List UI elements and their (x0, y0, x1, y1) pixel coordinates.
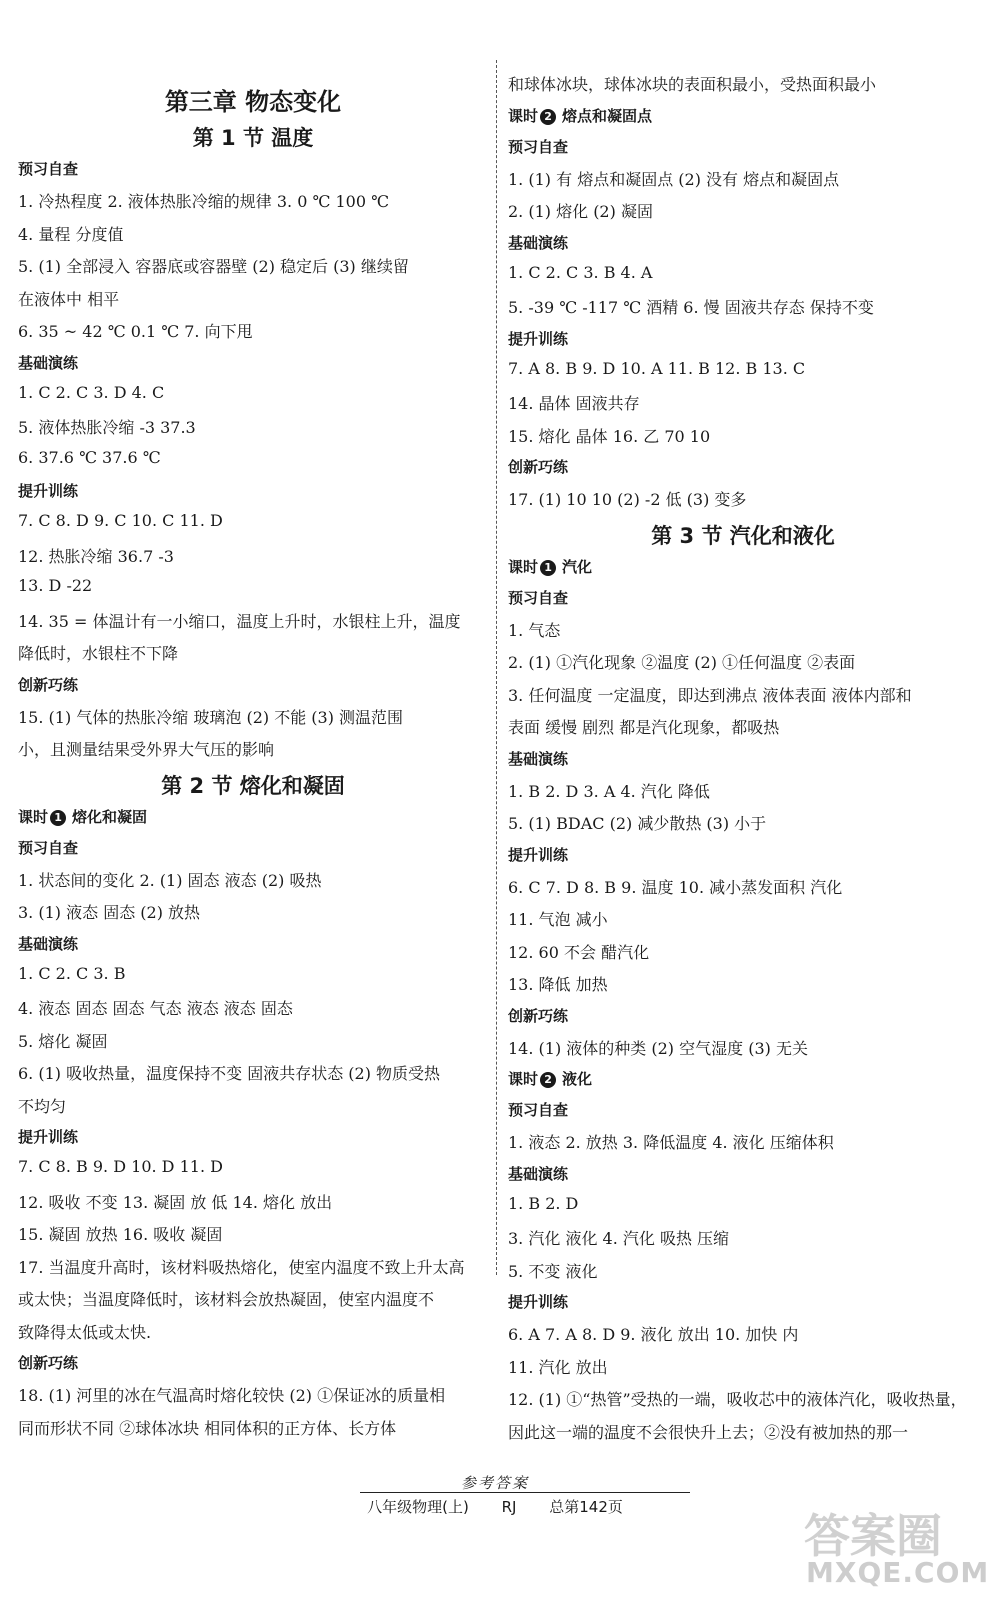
answer-line: 6. A 7. A 8. D 9. 液化 放出 10. 加快 内 (508, 1325, 799, 1344)
lesson-title: 汽化 (562, 557, 593, 576)
answer-line: 2. (1) ①汽化现象 ②温度 (2) ①任何温度 ②表面 (508, 653, 856, 672)
answer-line: 13. 降低 加热 (508, 975, 608, 994)
footer-edition: RJ (501, 1498, 517, 1516)
lesson-title: 熔化和凝固 (72, 807, 148, 826)
lesson-prefix: 课时 (508, 557, 539, 576)
answer-line: 表面 缓慢 剧烈 都是汽化现象，都吸热 (508, 718, 780, 737)
answer-line: 17. 当温度升高时，该材料吸热熔化，使室内温度不致上升太高 (18, 1257, 465, 1277)
answer-line: 1. C 2. C 3. B (18, 963, 126, 983)
footer-grade-subject: 八年级物理(上) (367, 1498, 469, 1516)
answer-line: 15. 熔化 晶体 16. 乙 70 10 (508, 426, 711, 446)
answer-line: 5. (1) 全部浸入 容器底或容器壁 (2) 稳定后 (3) 继续留 (18, 257, 409, 276)
answer-line: 1. 冷热程度 2. 液体热胀冷缩的规律 3. 0 ℃ 100 ℃ (18, 192, 390, 211)
subsection-heading: 提升训练 (18, 1128, 79, 1146)
subsection-heading: 预习自查 (508, 588, 569, 607)
subsection-heading: 基础演练 (508, 233, 569, 252)
answer-line: 17. (1) 10 10 (2) -2 低 (3) 变多 (508, 490, 747, 509)
subsection-heading: 基础演练 (18, 353, 79, 372)
answer-line: 7. C 8. D 9. C 10. C 11. D (18, 511, 223, 530)
answer-line: 因此这一端的温度不会很快升上去；②没有被加热的那一 (508, 1422, 909, 1442)
answer-line: 14. 35 = 体温计有一小缩口，温度上升时，水银柱上升，温度 (18, 611, 461, 631)
subsection-heading: 创新巧练 (508, 1006, 569, 1025)
answer-line: 12. (1) ①“热管”受热的一端，吸收芯中的液体汽化，吸收热量， (508, 1390, 967, 1409)
lesson-prefix: 课时 (508, 106, 539, 125)
answer-line: 11. 气泡 减小 (508, 910, 608, 929)
answer-line: 6. (1) 吸收热量，温度保持不变 固液共存状态 (2) 物质受热 (18, 1064, 441, 1083)
answer-line: 12. 60 不会 醋汽化 (508, 942, 650, 962)
answer-line: 5. 熔化 凝固 (18, 1031, 108, 1051)
answer-line: 3. 任何温度 一定温度，即达到沸点 液体表面 液体内部和 (508, 685, 912, 705)
subsection-heading: 基础演练 (508, 749, 569, 768)
answer-line: 15. 凝固 放热 16. 吸收 凝固 (18, 1225, 223, 1244)
answer-line: 18. (1) 河里的冰在气温高时熔化较快 (2) ①保证冰的质量相 (18, 1386, 446, 1405)
lesson-prefix: 课时 (18, 807, 49, 826)
lesson-title: 熔点和凝固点 (562, 106, 653, 125)
answer-line: 3. 汽化 液化 4. 汽化 吸热 压缩 (508, 1229, 730, 1248)
answer-line: 5. -39 ℃ -117 ℃ 酒精 6. 慢 固液共存态 保持不变 (508, 298, 874, 317)
answer-line: 1. C 2. C 3. B 4. A (508, 262, 653, 282)
answer-line: 或太快；当温度降低时，该材料会放热凝固，使室内温度不 (18, 1290, 435, 1309)
lesson-prefix: 课时 (508, 1070, 539, 1088)
answer-line: 14. (1) 液体的种类 (2) 空气湿度 (3) 无关 (508, 1038, 808, 1058)
answer-line: 1. 状态间的变化 2. (1) 固态 液态 (2) 吸热 (18, 870, 322, 890)
column-divider (496, 60, 497, 1275)
answer-line: 1. (1) 有 熔点和凝固点 (2) 没有 熔点和凝固点 (508, 169, 840, 189)
answer-line: 2. (1) 熔化 (2) 凝固 (508, 202, 653, 221)
answer-line: 4. 量程 分度值 (18, 224, 124, 244)
answer-line: 在液体中 相平 (18, 289, 120, 309)
lesson-heading (508, 556, 592, 577)
answer-line: 降低时，水银柱不下降 (18, 644, 179, 663)
lesson-heading (508, 1068, 592, 1089)
subsection-heading: 预习自查 (508, 1101, 569, 1119)
footer-page-info (180, 1496, 810, 1517)
answer-line: 小，且测量结果受外界大气压的影响 (18, 740, 275, 759)
answer-line: 1. B 2. D 3. A 4. 汽化 降低 (508, 781, 710, 801)
answer-line: 12. 吸收 不变 13. 凝固 放 低 14. 熔化 放出 (18, 1192, 333, 1212)
answer-line: 6. 37.6 ℃ 37.6 ℃ (18, 447, 161, 467)
answer-line: 5. (1) BDAC (2) 减少散热 (3) 小于 (508, 814, 767, 833)
subsection-heading: 提升训练 (508, 1293, 569, 1311)
footer-title: 参考答案 (460, 1474, 529, 1492)
answer-line: 11. 汽化 放出 (508, 1357, 608, 1377)
answer-line: 13. D -22 (18, 576, 93, 595)
subsection-heading: 预习自查 (18, 160, 79, 178)
answer-line: 5. 不变 液化 (508, 1261, 598, 1281)
watermark-text-en: MXQE.COM (806, 1556, 990, 1589)
answer-line: 5. 液体热胀冷缩 -3 37.3 (18, 418, 196, 437)
answer-line: 1. 液态 2. 放热 3. 降低温度 4. 液化 压缩体积 (508, 1133, 834, 1152)
lesson-number-badge: 1 (540, 560, 556, 576)
subsection-heading: 创新巧练 (508, 458, 569, 476)
answer-line: 1. B 2. D (508, 1193, 579, 1213)
answer-line: 15. (1) 气体的热胀冷缩 玻璃泡 (2) 不能 (3) 测温范围 (18, 707, 404, 727)
footer-rule (360, 1492, 690, 1493)
subsection-heading: 提升训练 (508, 329, 569, 348)
answer-line: 和球体冰块，球体冰块的表面积最小，受热面积最小 (508, 75, 877, 94)
subsection-heading: 基础演练 (508, 1164, 569, 1183)
subsection-heading: 基础演练 (18, 934, 79, 953)
answer-line: 致降得太低或太快. (18, 1322, 152, 1342)
subsection-heading: 预习自查 (508, 137, 569, 156)
subsection-heading: 预习自查 (18, 838, 79, 857)
section-title: 第 3 节 汽化和液化 (651, 523, 835, 548)
footer-page-number: 总第142页 (549, 1498, 623, 1516)
answer-line: 同而形状不同 ②球体冰块 相同体积的正方体、长方体 (18, 1418, 397, 1438)
subsection-heading: 提升训练 (508, 845, 569, 864)
answer-line: 不均匀 (18, 1096, 67, 1116)
answer-line: 1. 气态 (508, 620, 561, 640)
watermark-text-cn: 答案圈 (804, 1509, 942, 1563)
lesson-heading (508, 105, 652, 126)
lesson-number-badge: 1 (50, 810, 66, 826)
answer-line: 7. A 8. B 9. D 10. A 11. B 12. B 13. C (508, 358, 806, 378)
section-title: 第 2 节 熔化和凝固 (161, 773, 345, 798)
chapter-title: 第三章 物态变化 (164, 88, 342, 116)
answer-line: 7. C 8. B 9. D 10. D 11. D (18, 1157, 223, 1176)
answer-line: 6. C 7. D 8. B 9. 温度 10. 减小蒸发面积 汽化 (508, 877, 843, 897)
subsection-heading: 创新巧练 (18, 675, 79, 694)
answer-line: 3. (1) 液态 固态 (2) 放热 (18, 903, 201, 922)
answer-line: 12. 热胀冷缩 36.7 -3 (18, 546, 174, 566)
lesson-number-badge: 2 (540, 1072, 556, 1088)
answer-line: 6. 35 ~ 42 ℃ 0.1 ℃ 7. 向下甩 (18, 322, 253, 341)
lesson-heading (18, 806, 147, 827)
watermark-logo (800, 1500, 990, 1592)
subsection-heading: 提升训练 (18, 482, 79, 500)
answer-line: 14. 晶体 固液共存 (508, 394, 640, 413)
answer-line: 1. C 2. C 3. D 4. C (18, 382, 165, 402)
answer-line: 4. 液态 固态 固态 气态 液态 液态 固态 (18, 999, 293, 1018)
lesson-number-badge: 2 (540, 109, 556, 125)
lesson-title: 液化 (562, 1070, 593, 1088)
section-title: 第 1 节 温度 (192, 126, 314, 150)
subsection-heading: 创新巧练 (18, 1354, 79, 1372)
